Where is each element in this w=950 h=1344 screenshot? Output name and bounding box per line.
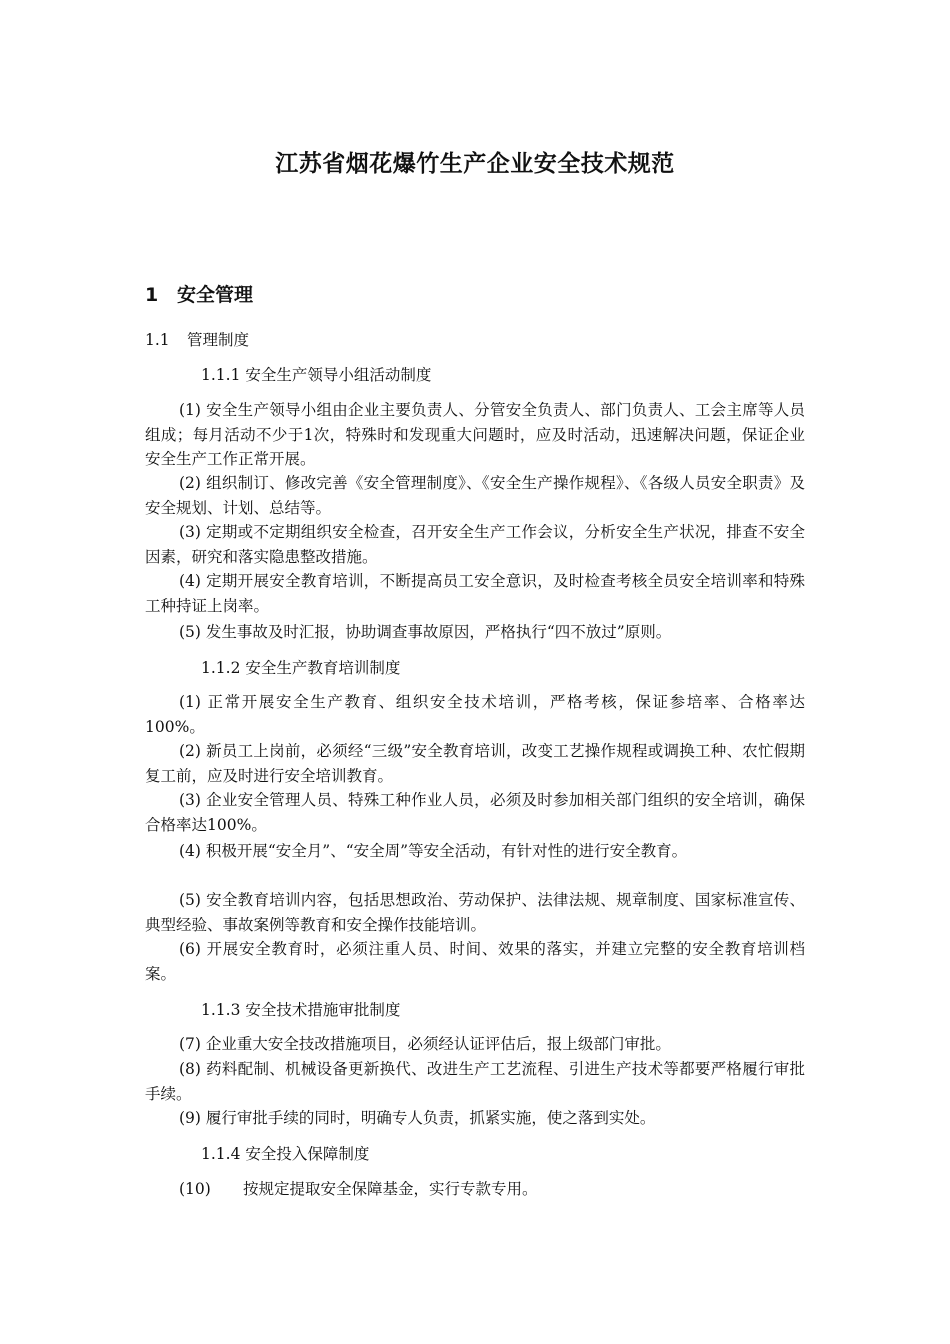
document-title: 江苏省烟花爆竹生产企业安全技术规范 <box>275 151 675 177</box>
section-1-heading <box>145 280 253 307</box>
item-number: (10) <box>179 1180 211 1198</box>
paragraph: (1) 正常开展安全生产教育、组织安全技术培训，严格考核，保证参培率、合格率达100%。 <box>145 693 805 736</box>
paragraph: (2) 新员工上岗前，必须经“三级”安全教育培训，改变工艺操作规程或调换工种、农忙假期复工前，应及时进行安全培训教育。 <box>145 742 805 785</box>
section-number: 1.1 <box>145 331 170 349</box>
section-1-1-heading <box>145 328 249 350</box>
paragraph: (3) 企业安全管理人员、特殊工种作业人员，必须及时参加相关部门组织的安全培训，确保合格率达100%。 <box>145 791 805 834</box>
section-number: 1 <box>145 284 159 306</box>
paragraph: (8) 药料配制、机械设备更新换代、改进生产工艺流程、引进生产技术等都要严格履行审批手续。 <box>145 1060 805 1103</box>
paragraph: (5) 安全教育培训内容，包括思想政治、劳动保护、法律法规、规章制度、国家标准宣传、典型经验、事故案例等教育和安全操作技能培训。 <box>145 891 805 934</box>
subsection-1-1-4-heading: 1.1.4 安全投入保障制度 <box>201 1145 370 1163</box>
paragraph: (2) 组织制订、修改完善《安全管理制度》、《安全生产操作规程》、《各级人员安全职责》及安全规划、计划、总结等。 <box>145 474 805 517</box>
section-title: 安全管理 <box>177 284 254 306</box>
paragraph: (7) 企业重大安全技改措施项目，必须经认证评估后，报上级部门审批。 <box>179 1035 671 1053</box>
subsection-1-1-3-heading: 1.1.3 安全技术措施审批制度 <box>201 1001 401 1019</box>
paragraph: (9) 履行审批手续的同时，明确专人负责，抓紧实施，使之落到实处。 <box>179 1109 656 1127</box>
paragraph <box>179 1177 538 1199</box>
paragraph: (4) 积极开展“安全月”、“安全周”等安全活动，有针对性的进行安全教育。 <box>179 842 688 860</box>
paragraph: (6) 开展安全教育时，必须注重人员、时间、效果的落实，并建立完整的安全教育培训档案。 <box>145 940 805 983</box>
paragraph: (4) 定期开展安全教育培训，不断提高员工安全意识，及时检查考核全员安全培训率和特殊工种持证上岗率。 <box>145 572 805 615</box>
subsection-1-1-2-heading: 1.1.2 安全生产教育培训制度 <box>201 659 401 677</box>
paragraph: (5) 发生事故及时汇报，协助调查事故原因，严格执行“四不放过”原则。 <box>179 623 672 641</box>
subsection-1-1-1-heading: 1.1.1 安全生产领导小组活动制度 <box>201 366 432 384</box>
section-title: 管理制度 <box>187 331 250 349</box>
paragraph: (3) 定期或不定期组织安全检查，召开安全生产工作会议，分析安全生产状况，排查不安全因素，研究和落实隐患整改措施。 <box>145 523 805 566</box>
item-text: 按规定提取安全保障基金，实行专款专用。 <box>243 1180 538 1198</box>
paragraph: (1) 安全生产领导小组由企业主要负责人、分管安全负责人、部门负责人、工会主席等人员组成；每月活动不少于1次，特殊时和发现重大问题时，应及时活动，迅速解决问题，保证企业安全生产工作正常开展。 <box>145 401 805 468</box>
